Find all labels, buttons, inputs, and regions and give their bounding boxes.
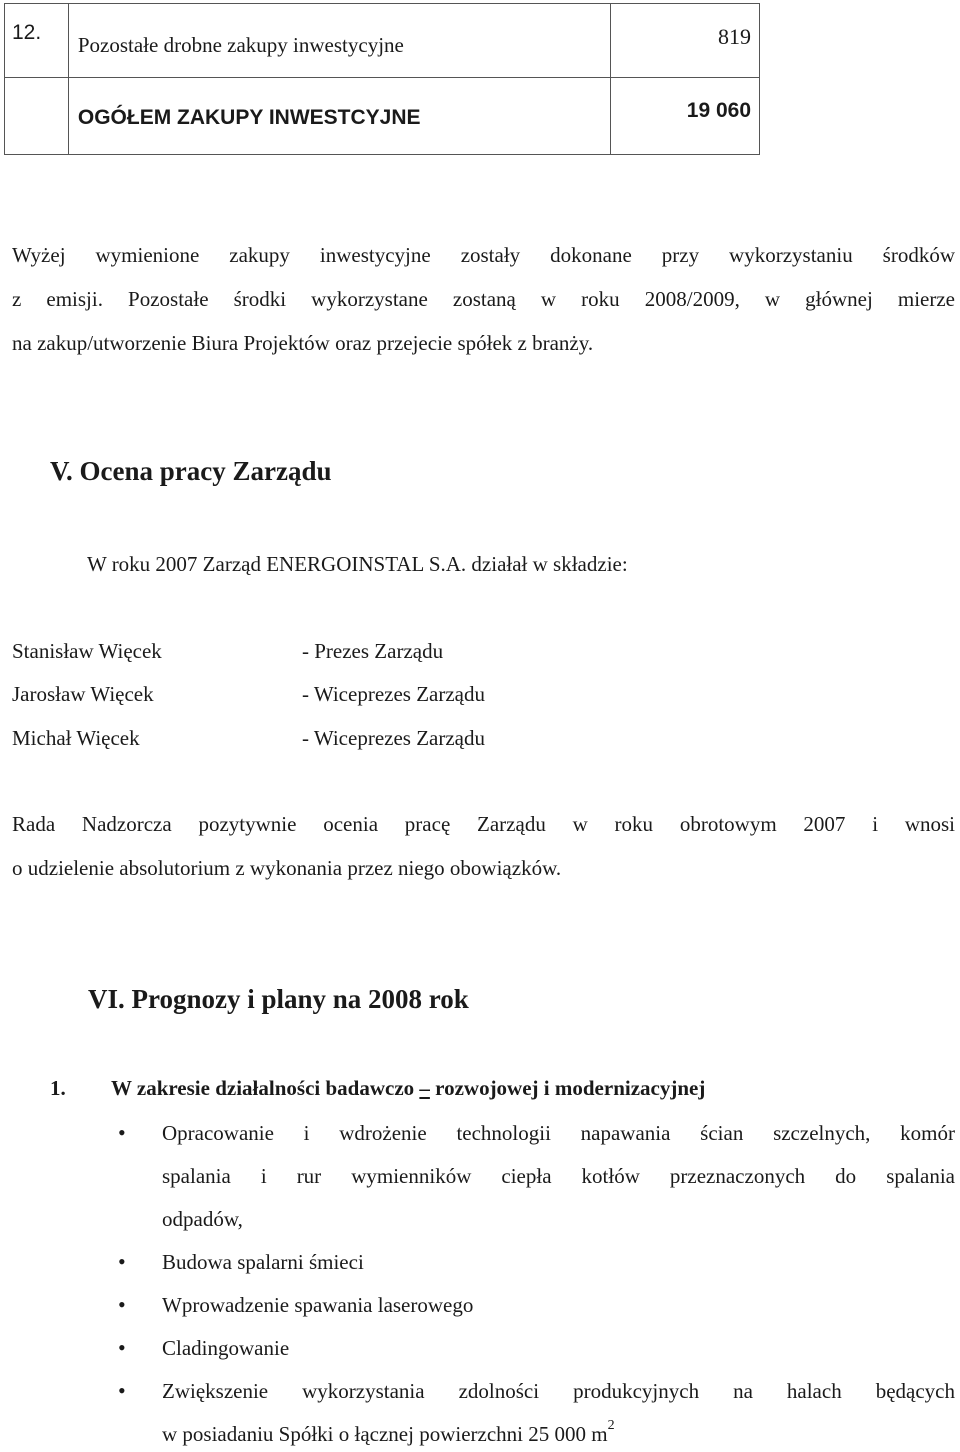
bullet-icon: •	[118, 1378, 126, 1403]
total-value: 19 060	[686, 99, 751, 123]
paragraph-line: o udzielenie absolutorium z wykonania przez niego obowiązków.	[12, 856, 562, 880]
paragraph-line: Wyżej wymienione zakupy inwestycyjne zostały dokonane przy wykorzystaniu środków	[12, 243, 955, 267]
bullet-icon: •	[118, 1249, 126, 1274]
subsection-number: 1.	[50, 1076, 66, 1100]
bullet-icon: •	[118, 1292, 126, 1317]
row-value: 819	[718, 24, 751, 49]
subsection-title-b: rozwojowej i modernizacyjnej	[429, 1076, 706, 1100]
list-item: Wprowadzenie spawania laserowego	[162, 1293, 474, 1317]
list-item: Budowa spalarni śmieci	[162, 1250, 364, 1274]
list-item: Zwiększenie wykorzystania zdolności produkcyjnych na halach będących	[162, 1379, 955, 1403]
section-v-heading: V. Ocena pracy Zarządu	[50, 456, 332, 486]
table-total-row	[5, 78, 760, 155]
list-item	[162, 1418, 615, 1447]
subsection-dash: –	[419, 1076, 430, 1100]
list-item: odpadów,	[162, 1207, 243, 1231]
list-item: spalania i rur wymienników ciepła kotłów przeznaczonych do spalania	[162, 1164, 955, 1188]
subsection-heading	[50, 1076, 705, 1101]
superscript: 2	[607, 1418, 615, 1433]
total-label: OGÓŁEM ZAKUPY INWESTCYJNE	[77, 106, 421, 130]
bullet-icon: •	[118, 1120, 126, 1145]
board-member-name: Jarosław Więcek	[12, 682, 154, 706]
board-member-name: Stanisław Więcek	[12, 639, 162, 663]
paragraph-line: z emisji. Pozostałe środki wykorzystane zostaną w roku 2008/2009, w głównej mierze	[12, 287, 955, 311]
investment-table	[4, 3, 760, 155]
board-intro: W roku 2007 Zarząd ENERGOINSTAL S.A. działał w składzie:	[87, 552, 628, 576]
bullet-icon: •	[118, 1335, 126, 1360]
board-member-role: - Wiceprezes Zarządu	[302, 682, 485, 706]
row-name: Pozostałe drobne zakupy inwestycyjne	[77, 33, 404, 57]
list-item: Cladingowanie	[162, 1336, 290, 1360]
paragraph-line: Rada Nadzorcza pozytywnie ocenia pracę Zarządu w roku obrotowym 2007 i wnosi	[12, 812, 955, 836]
board-member-role: - Prezes Zarządu	[302, 639, 444, 663]
row-number: 12.	[12, 21, 42, 44]
table-row	[5, 4, 760, 78]
list-item: Opracowanie i wdrożenie technologii napawania ścian szczelnych, komór	[162, 1121, 955, 1145]
board-member-name: Michał Więcek	[12, 726, 140, 750]
subsection-title-a: W zakresie działalności badawczo	[111, 1076, 420, 1100]
list-item-text: w posiadaniu Spółki o łącznej powierzchni 25 000 m	[162, 1422, 608, 1446]
paragraph-line: na zakup/utworzenie Biura Projektów oraz przejecie spółek z branży.	[12, 331, 594, 355]
section-vi-heading: VI. Prognozy i plany na 2008 rok	[88, 984, 469, 1014]
board-member-role: - Wiceprezes Zarządu	[302, 726, 485, 750]
